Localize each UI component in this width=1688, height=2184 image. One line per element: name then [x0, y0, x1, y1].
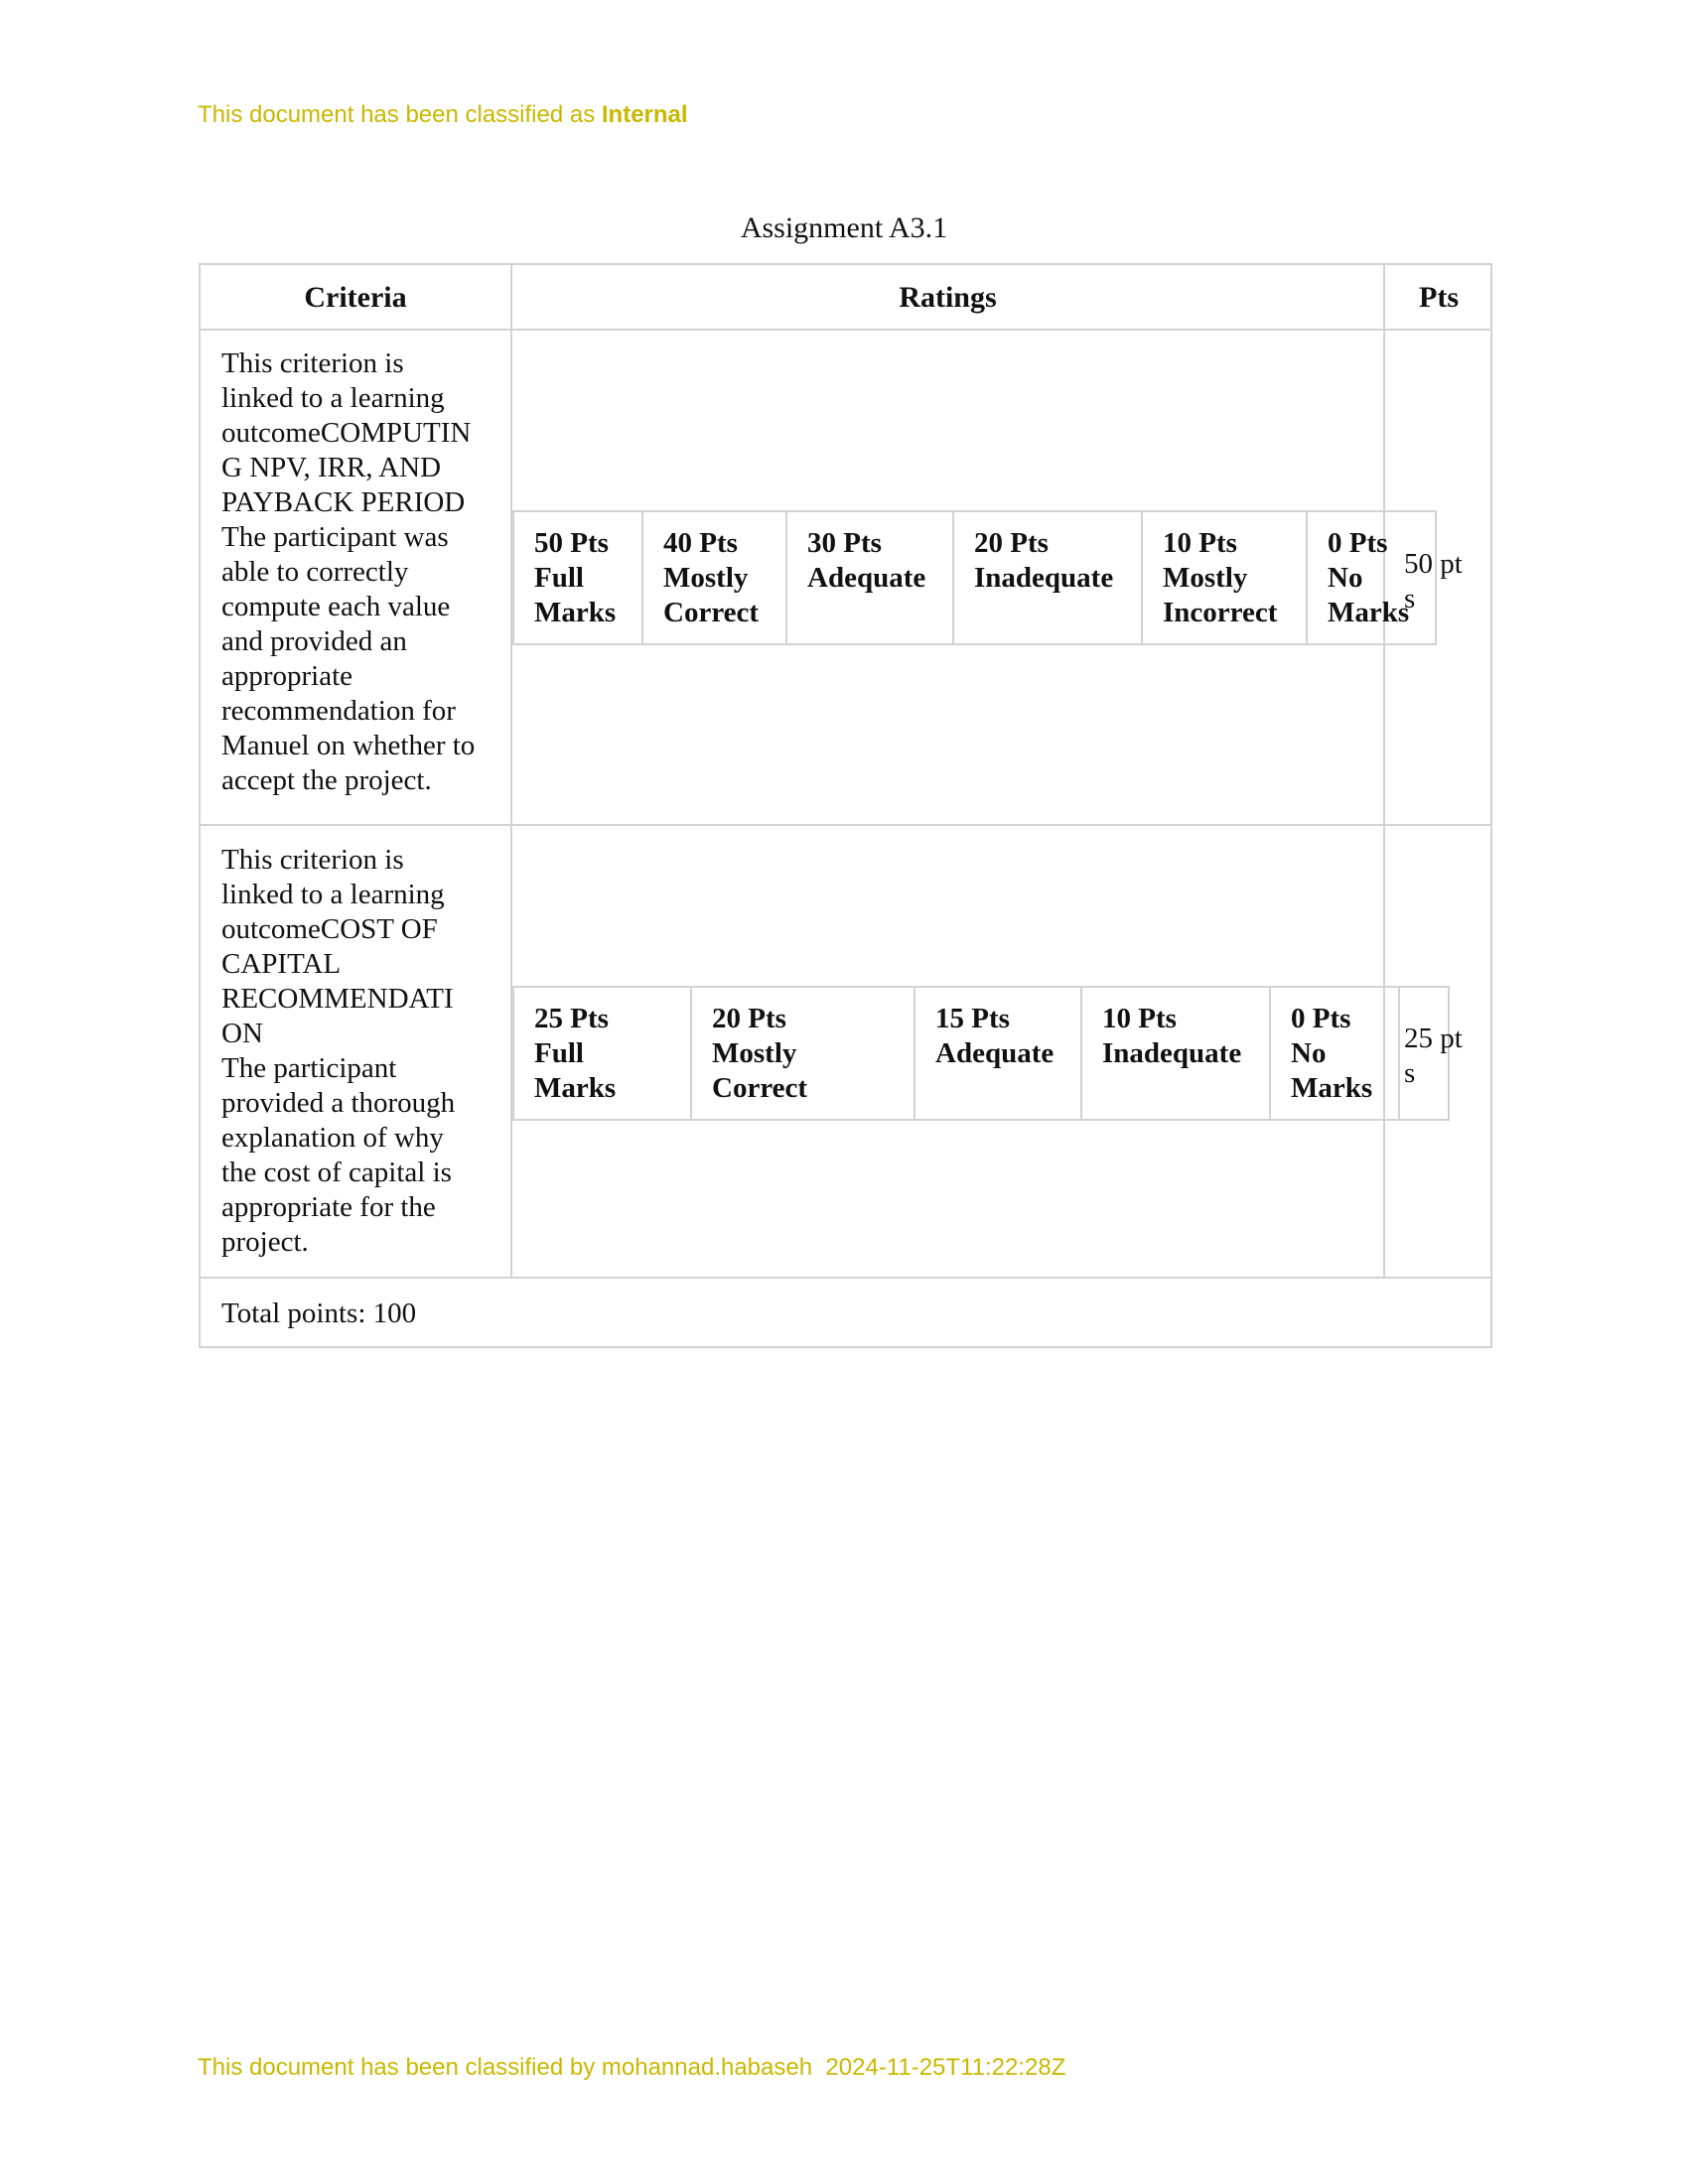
rating-cell [954, 512, 1143, 643]
criterion-1-points: 50 pt s [1404, 548, 1463, 614]
rating-label: Marks [534, 1072, 617, 1104]
classification-level: Internal [601, 101, 688, 128]
rating-label: Correct [663, 597, 760, 628]
document-title: Assignment A3.1 [740, 211, 948, 244]
rating-points: 30 Pts [807, 527, 882, 559]
rating-cell [1082, 988, 1271, 1119]
rating-label: Marks [1328, 597, 1410, 628]
rating-points: 10 Pts [1163, 527, 1237, 559]
rating-points: 0 Pts [1328, 527, 1388, 559]
rating-label: Mostly [712, 1037, 797, 1069]
criterion-2-points: 25 pt s [1404, 1023, 1463, 1089]
criterion-2-description: This criterion is linked to a learning outcomeCOST OF CAPITAL RECOMMENDATI ON The participant provided a thorough explanation of why the cost of capital is appropriate for the project. [221, 844, 456, 1258]
rating-label: Adequate [935, 1037, 1055, 1069]
col-divider-1 [510, 265, 512, 1279]
rating-points: 40 Pts [663, 527, 738, 559]
rating-points: 50 Pts [534, 527, 609, 559]
rating-label: No [1291, 1037, 1327, 1069]
rating-points: 15 Pts [935, 1003, 1010, 1034]
criterion-1-description: This criterion is linked to a learning outcomeCOMPUTIN G NPV, IRR, AND PAYBACK PERIOD The participant was able to correctly compute each value and provided an appropriate recommendation for Manuel on whether to accept the project. [221, 347, 476, 796]
rating-points: 25 Pts [534, 1003, 609, 1034]
classification-header [198, 101, 688, 129]
row-divider-1 [201, 824, 1490, 826]
rating-cell [692, 988, 915, 1119]
rating-points: 10 Pts [1102, 1003, 1177, 1034]
rubric-table [199, 263, 1492, 1348]
rating-label: Inadequate [1102, 1037, 1242, 1069]
rating-label: Mostly [663, 562, 749, 594]
rating-cell [514, 512, 643, 643]
rating-label: Incorrect [1163, 597, 1278, 628]
rating-cell [1143, 512, 1308, 643]
rating-cell [915, 988, 1082, 1119]
header-ratings: Ratings [899, 281, 997, 314]
header-criteria: Criteria [304, 281, 407, 314]
rating-label: Correct [712, 1072, 808, 1104]
rating-cell [643, 512, 787, 643]
rating-cell [1271, 988, 1400, 1119]
row-divider-2 [201, 1277, 1490, 1279]
rating-label: Full [534, 562, 584, 594]
rating-cell [514, 988, 692, 1119]
rating-label: Inadequate [974, 562, 1114, 594]
rating-label: Adequate [807, 562, 926, 594]
rating-points: 20 Pts [974, 527, 1049, 559]
classification-footer: This document has been classified by mohannad.habaseh 2024-11-25T11:22:28Z [198, 2054, 1066, 2081]
rating-points: 20 Pts [712, 1003, 786, 1034]
rating-label: No [1328, 562, 1363, 594]
rating-label: Full [534, 1037, 584, 1069]
ratings-grid-1 [512, 510, 1437, 645]
col-divider-2 [1383, 265, 1385, 1279]
rating-points: 0 Pts [1291, 1003, 1351, 1034]
total-points: Total points: 100 [221, 1297, 417, 1329]
rating-label: Marks [1291, 1072, 1373, 1104]
header-pts: Pts [1419, 281, 1459, 314]
rating-label: Mostly [1163, 562, 1248, 594]
rating-cell [787, 512, 954, 643]
ratings-grid-2 [512, 986, 1450, 1121]
rating-label: Marks [534, 597, 617, 628]
classification-header-prefix: This document has been classified as [198, 101, 602, 128]
